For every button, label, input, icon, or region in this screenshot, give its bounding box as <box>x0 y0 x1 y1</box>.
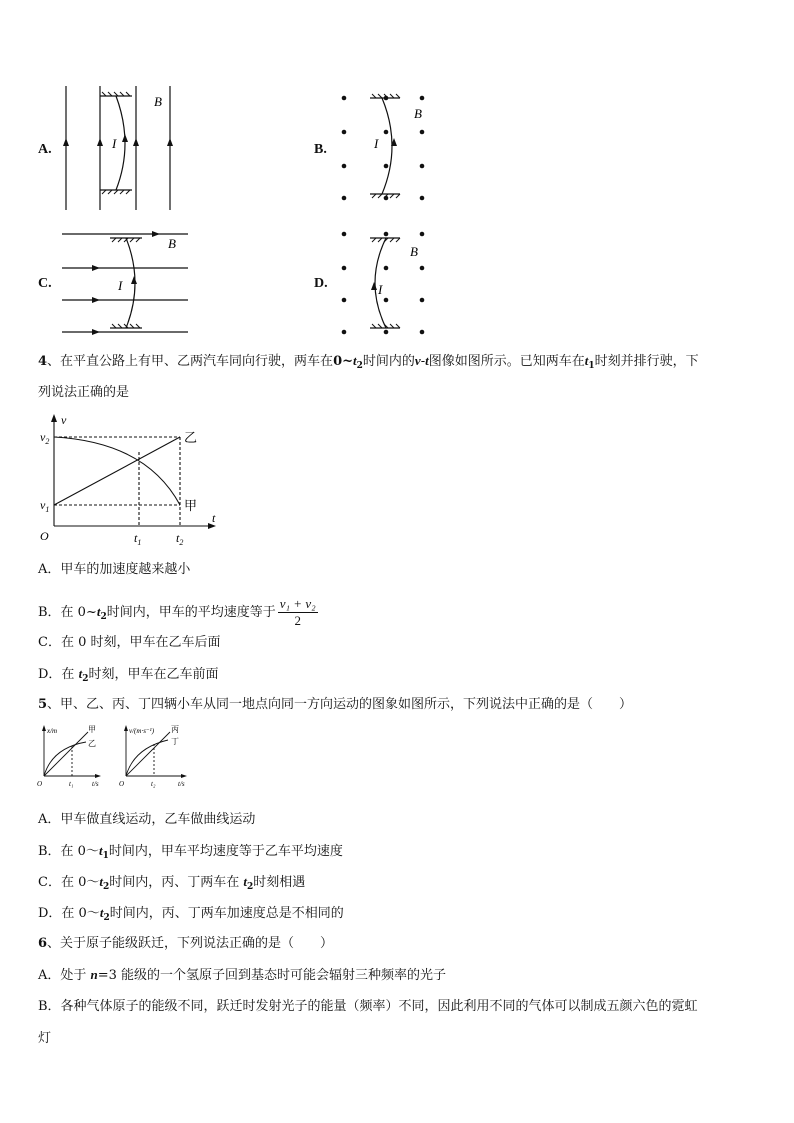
svg-text:v/(m·s⁻¹): v/(m·s⁻¹) <box>129 727 155 735</box>
svg-text:t/s: t/s <box>178 780 185 788</box>
q4-stem-line1: 4、在平直公路上有甲、乙两汽车同向行驶，两车在$0\sim t_2$时间内的v-t图像如图所示。已知两车在$t_1$时刻并排行驶，下 <box>38 353 699 371</box>
q4-vt-graph <box>36 410 226 550</box>
svg-text:O: O <box>37 780 43 788</box>
q6-stem: 6、关于原子能级跃迁，下列说法正确的是（ ） <box>38 936 334 951</box>
label-i: I <box>112 136 117 151</box>
svg-text:t: t <box>212 511 216 525</box>
q4-option-c: C．在 0 时刻，甲车在乙车后面 <box>38 635 221 650</box>
svg-text:t1: $t_1$ <box>134 531 142 547</box>
svg-text:t₁: t₁ <box>69 780 74 788</box>
q6-option-b-line1: B．各种气体原子的能级不同，跃迁时发射光子的能量（频率）不同，因此利用不同的气体可以制成五颜六色的霓虹 <box>38 999 698 1014</box>
figure-b-dot-field <box>336 90 436 210</box>
svg-text:乙: 乙 <box>88 739 96 748</box>
label-b: B <box>154 94 162 109</box>
svg-text:t2: $t_2$ <box>176 531 184 547</box>
option-label-d: D. <box>314 276 328 291</box>
q5-vt-graph <box>118 724 194 790</box>
fraction: $\frac{\text{v₁ + v₂}}{2}$ <box>279 596 316 628</box>
svg-text:乙: 乙 <box>184 430 198 445</box>
label-b: B <box>410 244 418 259</box>
svg-text:丙: 丙 <box>171 725 179 734</box>
q4-option-b: B．在 $0\sim t_2$时间内，甲车的平均速度等于 $\frac{\text{v₁ + v₂}}{2}$ <box>38 596 316 628</box>
svg-text:甲: 甲 <box>88 725 96 734</box>
option-label-b: B. <box>314 142 327 157</box>
q5-stem: 5、甲、乙、丙、丁四辆小车从同一地点向同一方向运动的图象如图所示，下列说法中正确的是（ ） <box>38 697 633 712</box>
option-label-c: C. <box>38 276 52 291</box>
svg-text:丁: 丁 <box>171 737 179 746</box>
label-b: B <box>414 106 422 121</box>
svg-text:甲: 甲 <box>184 498 198 513</box>
figure-c-horizontal-field <box>60 226 190 342</box>
q5-option-d: D．在 $0\sim t_2$时间内，丙、丁两车加速度总是不相同的 <box>38 905 344 923</box>
svg-text:v1: $v_1$ <box>40 498 50 514</box>
svg-text:v: v <box>61 413 67 427</box>
svg-text:t₂: t₂ <box>151 780 156 788</box>
svg-text:O: O <box>119 780 125 788</box>
label-i: I <box>118 278 123 293</box>
q5-option-b: B．在 $0\sim t_1$时间内，甲车平均速度等于乙车平均速度 <box>38 843 343 861</box>
svg-text:O: O <box>40 529 49 543</box>
option-label-a: A. <box>38 142 52 157</box>
svg-text:x/m: x/m <box>47 727 58 735</box>
q5-option-c: C．在 $0\sim t_2$时间内，丙、丁两车在 $t_2$时刻相遇 <box>38 874 306 892</box>
label-i: I <box>374 136 379 151</box>
figure-d-dot-field <box>336 226 436 342</box>
figure-a-vertical-field <box>60 84 190 214</box>
q4-option-d: D．在 $t_2$时刻，甲车在乙车前面 <box>38 666 219 684</box>
q6-option-a: A．处于 n=3 能级的一个氢原子回到基态时可能会辐射三种频率的光子 <box>38 967 447 983</box>
svg-text:v2: $v_2$ <box>40 430 50 446</box>
label-b: B <box>168 236 176 251</box>
q5-option-a: A．甲车做直线运动，乙车做曲线运动 <box>38 812 256 827</box>
svg-text:t/s: t/s <box>92 780 99 788</box>
q4-option-a: A．甲车的加速度越来越小 <box>38 562 191 577</box>
q5-xt-graph <box>36 724 106 790</box>
q4-stem-line2: 列说法正确的是 <box>38 385 130 400</box>
label-i: I <box>378 282 383 297</box>
q6-option-b-line2: 灯 <box>38 1031 52 1046</box>
